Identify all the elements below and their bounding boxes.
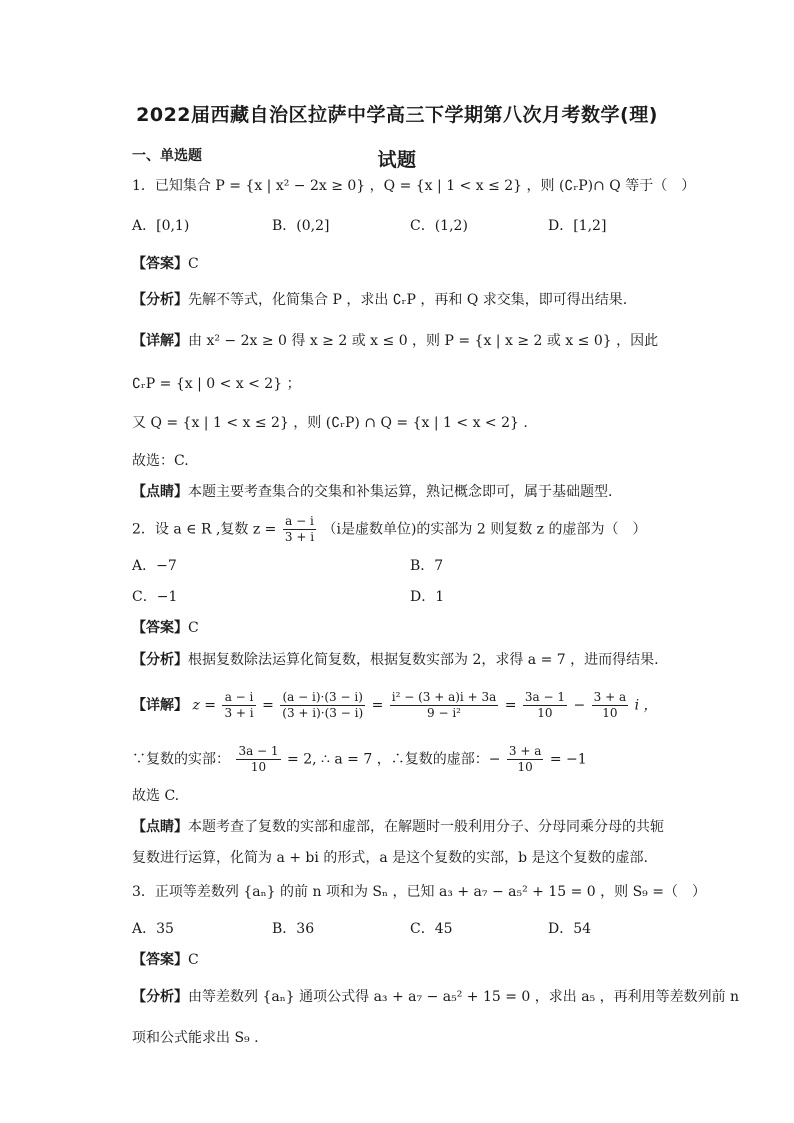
q2-option-d: D．1 [410,589,445,605]
q1-option-a: A．[0,1) [132,218,190,234]
q3-analysis-1 [132,987,739,1007]
q1-option-b: B．(0,2] [272,218,330,234]
q1-analysis [132,290,627,310]
q1-stem: 1．已知集合 P = {x | x² − 2x ≥ 0} ，Q = {x | 1 < x ≤ 2} ，则 (∁ᵣP)∩ Q 等于（ ） [132,178,696,194]
q2-comment-1 [132,817,664,837]
q3-option-a: A．35 [132,921,174,937]
analysis-tag: 【分析】 [132,292,188,308]
comment-tag: 【点睛】 [132,484,188,500]
fraction-2: $\frac{(a - i)\cdot(3 - i)}{(3 + i)\cdot(3 - i)}$ [282,690,364,720]
q1-option-c: C．(1,2) [410,218,468,234]
q1-detail-2: ∁ᵣP = {x | 0 < x < 2} ； [132,376,301,392]
q1-detail-3: 又 Q = {x | 1 < x ≤ 2} ，则 (∁ᵣP) ∩ Q = {x | 1 < x < 2} . [132,415,528,431]
q2-option-c: C．−1 [132,589,178,605]
q2-detail-equation: 【详解】 z = $\frac{a - i}{3 + i}$ = $\frac{(a - i)\cdot(3 - i)}{(3 + i)\cdot(3 - i)}$ = $\frac{\text{i² − (3 + a)i + 3a}}{\text{9 − i²}}$ = $\frac{3a - 1}{10}$ − $\frac{3 + a}{10}$ i ， [132,690,658,720]
section-heading: 一、单选题 [132,148,202,164]
detail-text: 由 x² − 2x ≥ 0 得 x ≥ 2 或 x ≤ 0 ，则 P = {x | x ≥ 2 或 x ≤ 0} ，因此 [188,333,659,349]
answer-value: C [188,952,199,968]
answer-tag: 【答案】 [132,952,188,968]
analysis-tag: 【分析】 [132,652,188,668]
q1-detail-1 [132,331,658,351]
q2-analysis [132,650,659,670]
q2-option-b: B．7 [410,558,444,574]
fraction-3: $\frac{\text{i² − (3 + a)i + 3a}}{\text{9 − i²}}$ [391,690,497,720]
q1-comment [132,482,612,502]
fraction-7: $\frac{3 + a}{10}$ [508,744,542,774]
answer-value: C [188,620,199,636]
detail-tag: 【详解】 [132,333,188,349]
q2-stem-part-a: 2．设 a ∈ R ,复数 z = [132,521,277,538]
analysis-text: 根据复数除法运算化简复数，根据复数实部为 2，求得 a = 7 ，进而得结果. [188,652,659,668]
q1-option-d: D．[1,2] [548,218,607,234]
q1-conclusion: 故选：C. [132,453,189,469]
q2-option-a: A．−7 [132,558,177,574]
q3-option-d: D．54 [548,921,592,937]
fraction-4: $\frac{3a - 1}{10}$ [524,690,565,720]
q2-stem-part-b: （i是虚数单位)的实部为 2 则复数 z 的虚部为（ ） [322,521,647,538]
q2-detail-real-part: ∵复数的实部： $\frac{3a - 1}{10}$ = 2, ∴ a = 7 ，∴复数的虚部：− $\frac{3 + a}{10}$ = −1 [132,744,587,774]
answer-value: C [188,256,199,272]
q3-analysis-2: 项和公式能求出 S₉ . [132,1030,259,1046]
comment-text: 本题考查了复数的实部和虚部，在解题时一般利用分子、分母同乘分母的共轭 [188,819,664,835]
answer-tag: 【答案】 [132,620,188,636]
q2-comment-2: 复数进行运算，化简为 a + bi 的形式，a 是这个复数的实部，b 是这个复数的虚部. [132,850,648,866]
fraction-1: $\frac{a - i}{3 + i}$ [224,690,254,720]
comment-text: 本题主要考查集合的交集和补集运算，熟记概念即可，属于基础题型. [188,484,613,500]
answer-tag: 【答案】 [132,256,188,272]
q2-answer [132,618,199,638]
detail-tag: 【详解】 [132,697,188,714]
q2-stem [132,514,647,545]
analysis-tag: 【分析】 [132,989,188,1005]
analysis-text: 由等差数列 {aₙ} 通项公式得 a₃ + a₇ − a₅² + 15 = 0 ，求出 a₅ ，再利用等差数列前 n [188,989,740,1005]
q3-stem: 3．正项等差数列 {aₙ} 的前 n 项和为 Sₙ ，已知 a₃ + a₇ − a₅² + 15 = 0 ，则 S₉ =（ ） [132,884,706,900]
fraction-5: $\frac{3 + a}{10}$ [593,690,627,720]
q2-stem-fraction: $\frac{a - i}{3 + i}$ [284,514,315,544]
doc-title-line1: 2022届西藏自治区拉萨中学高三下学期第八次月考数学(理) [136,104,658,126]
q1-answer [132,254,199,274]
fraction-6: $\frac{3a - 1}{10}$ [238,744,279,774]
q3-option-c: C．45 [410,921,453,937]
comment-tag: 【点睛】 [132,819,188,835]
analysis-text: 先解不等式，化简集合 P ，求出 ∁ᵣP ，再和 Q 求交集，即可得出结果. [188,292,628,308]
doc-title-line2: 试题 [377,149,417,171]
q3-answer [132,950,199,970]
q2-conclusion: 故选 C. [132,788,180,804]
q3-option-b: B．36 [272,921,315,937]
